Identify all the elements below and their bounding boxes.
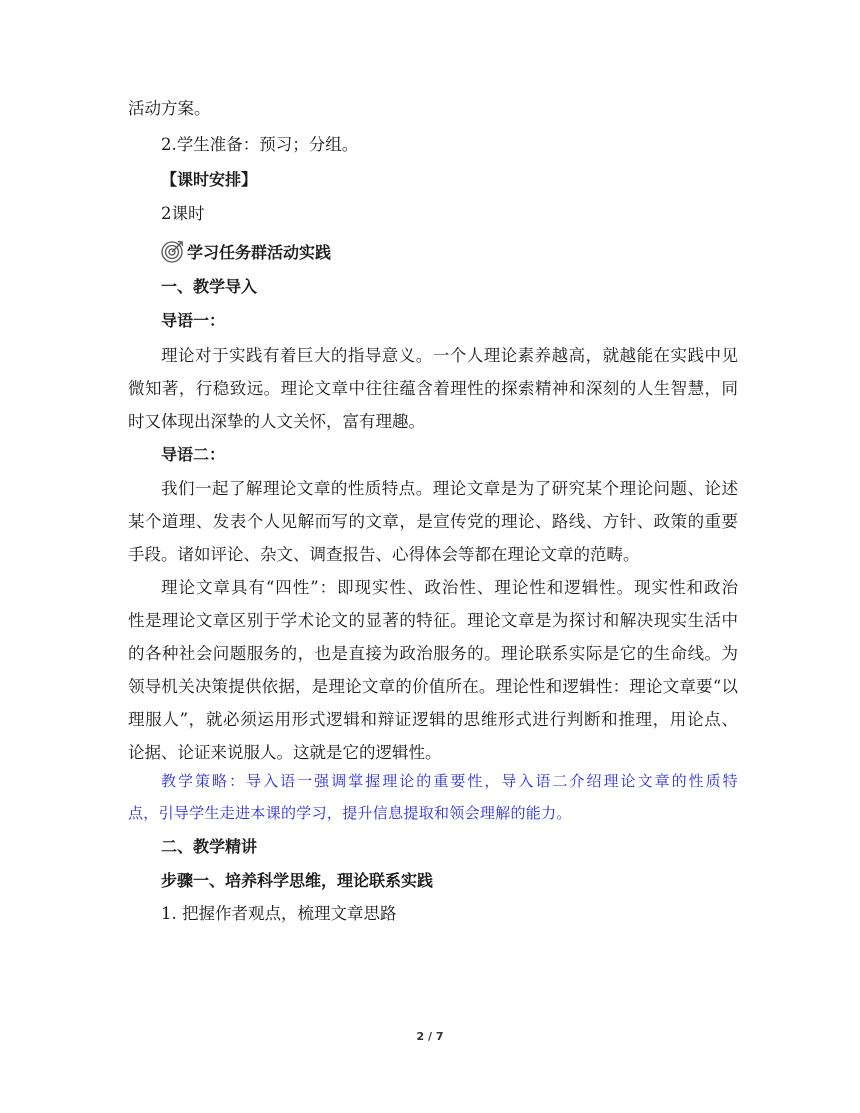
paragraph-line: 微知著，行稳致远。理论文章中往往蕴含着理性的探索精神和深刻的人生智慧，同 [128,379,738,398]
paragraph-line: 手段。诸如评论、杂文、调查报告、心得体会等都在理论文章的范畴。 [128,545,640,564]
paragraph-line: 论据、论证来说服人。这就是它的逻辑性。 [128,743,442,762]
paragraph-line: 我们一起了解理论文章的性质特点。理论文章是为了研究某个理论问题、论述 [161,479,738,498]
paragraph-line: 理论文章具有“四性”：即现实性、政治性、理论性和逻辑性。现实性和政治 [161,578,738,597]
paragraph-line: 的各种社会问题服务的，也是直接为政治服务的。理论联系实际是它的生命线。为 [128,644,738,663]
section-title-text: 学习任务群活动实践 [187,243,332,262]
paragraph-line: 理论对于实践有着巨大的指导意义。一个人理论素养越高，就越能在实践中见 [161,346,738,365]
target-icon [161,239,185,263]
schedule-value: 2课时 [161,204,205,223]
text-line: 活动方案。 [128,99,211,118]
paragraph-line: 性是理论文章区别于学术论文的显著的特征。理论文章是为探讨和解决现实生活中 [128,611,738,630]
step-one-heading: 步骤一、培养科学思维，理论联系实践 [161,871,434,890]
heading-teaching-intro: 一、教学导入 [161,277,258,296]
teaching-strategy-line: 点，引导学生走进本课的学习，提升信息提取和领会理解的能力。 [128,804,572,822]
schedule-heading: 【课时安排】 [161,170,258,189]
paragraph-line: 某个道理、发表个人见解而写的文章，是宣传党的理论、路线、方针、政策的重要 [128,512,738,531]
paragraph-line: 时又体现出深挚的人文关怀，富有理趣。 [128,412,425,431]
intro-one-label: 导语一： [161,311,226,330]
teaching-strategy-line: 教学策略：导入语一强调掌握理论的重要性，导入语二介绍理论文章的性质特 [161,772,738,790]
page-number: 2 / 7 [416,1030,444,1043]
paragraph-line: 领导机关决策提供依据，是理论文章的价值所在。理论性和逻辑性：理论文章要“以 [128,677,738,696]
list-item: 1. 把握作者观点，梳理文章思路 [161,904,397,923]
paragraph-line: 理服人”，就必须运用形式逻辑和辩证逻辑的思维形式进行判断和推理，用论点、 [128,710,738,729]
intro-two-label: 导语二： [161,445,226,464]
student-preparation: 2.学生准备：预习；分组。 [161,135,359,154]
heading-teaching-detail: 二、教学精讲 [161,837,258,856]
section-title [161,239,738,264]
